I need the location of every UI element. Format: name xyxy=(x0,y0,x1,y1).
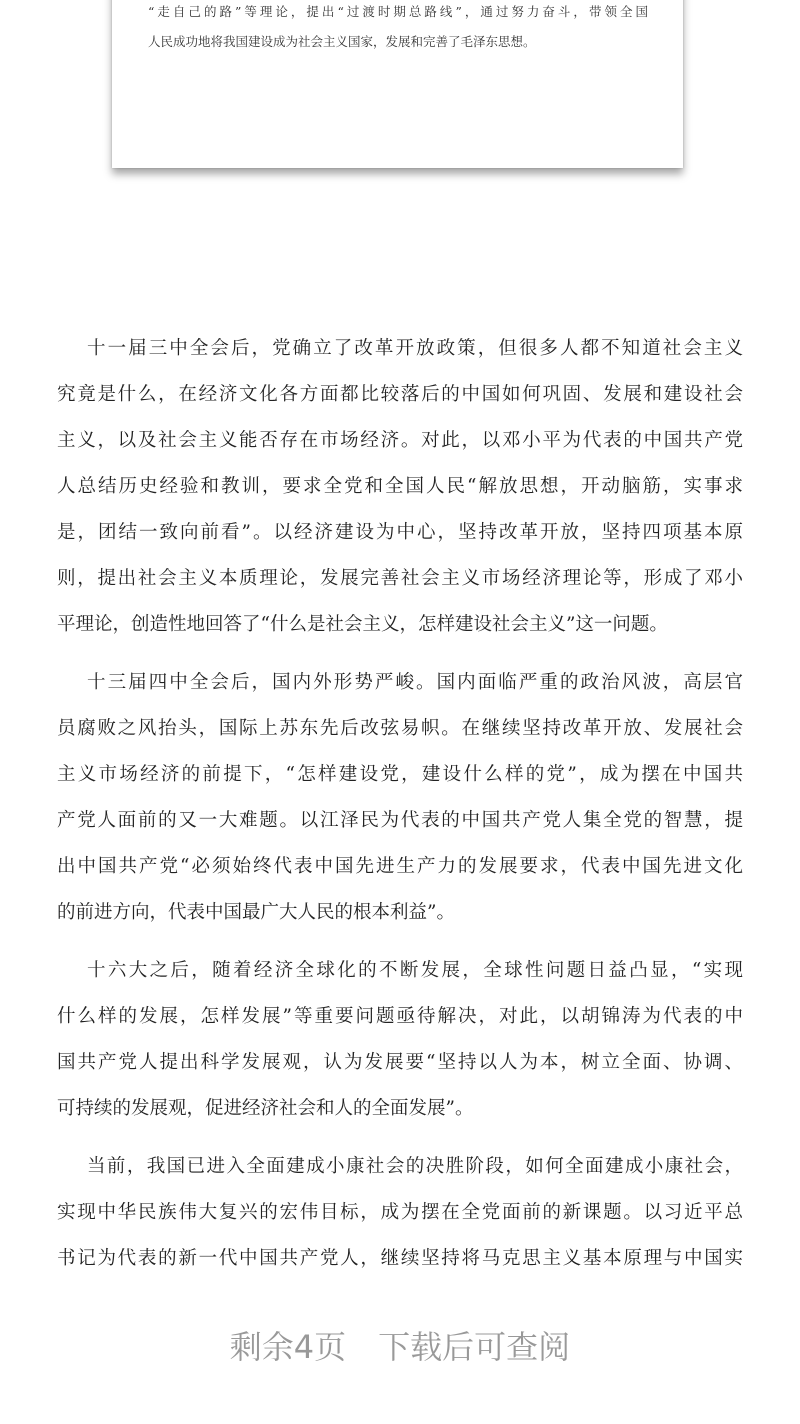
paragraph-line: 十三届四中全会后，国内外形势严峻。国内面临严重的政治风波，高层官 xyxy=(87,672,743,693)
paragraph xyxy=(57,668,743,944)
paragraph-line: 人总结历史经验和教训，要求全党和全国人民“解放思想，开动脑筋，实事求 xyxy=(57,476,743,497)
download-prompt[interactable] xyxy=(0,1322,800,1368)
paragraph-line: 主义，以及社会主义能否存在市场经济。对此，以邓小平为代表的中国共产党 xyxy=(57,430,743,451)
paragraph-line: 究竟是什么，在经济文化各方面都比较落后的中国如何巩固、发展和建设社会 xyxy=(57,384,743,405)
remaining-pages-label[interactable]: 剩余4页 xyxy=(229,1328,347,1366)
paragraph-line: 产党人面前的又一大难题。以江泽民为代表的中国共产党人集全党的智慧，提 xyxy=(57,810,743,831)
paragraph xyxy=(57,956,743,1140)
paragraph-line: 当前，我国已进入全面建成小康社会的决胜阶段，如何全面建成小康社会， xyxy=(87,1156,743,1177)
previous-page-preview-card xyxy=(112,0,683,168)
paragraph-line: 什么样的发展，怎样发展”等重要问题亟待解决，对此，以胡锦涛为代表的中 xyxy=(57,1006,743,1027)
paragraph-line: 平理论，创造性地回答了“什么是社会主义，怎样建设社会主义”这一问题。 xyxy=(57,614,668,635)
paragraph-line: 出中国共产党“必须始终代表中国先进生产力的发展要求，代表中国先进文化 xyxy=(57,856,743,877)
document-body xyxy=(57,334,743,1302)
card-text-line: “走自己的路”等理论，提出“过渡时期总路线”，通过努力奋斗，带领全国 xyxy=(148,4,648,19)
paragraph-line: 是，团结一致向前看”。以经济建设为中心，坚持改革开放，坚持四项基本原 xyxy=(57,522,743,543)
paragraph-line: 书记为代表的新一代中国共产党人，继续坚持将马克思主义基本原理与中国实 xyxy=(57,1248,743,1269)
paragraph-line: 员腐败之风抬头，国际上苏东先后改弦易帜。在继续坚持改革开放、发展社会 xyxy=(57,718,743,739)
paragraph-line: 国共产党人提出科学发展观，认为发展要“坚持以人为本，树立全面、协调、 xyxy=(57,1052,743,1073)
card-text-line: 人民成功地将我国建设成为社会主义国家，发展和完善了毛泽东思想。 xyxy=(148,34,536,49)
paragraph-line: 的前进方向，代表中国最广大人民的根本利益”。 xyxy=(57,902,455,923)
paragraph xyxy=(57,1152,743,1290)
paragraph-line: 实现中华民族伟大复兴的宏伟目标，成为摆在全党面前的新课题。以习近平总 xyxy=(57,1202,743,1223)
download-to-view-label[interactable]: 下载后可查阅 xyxy=(378,1328,571,1366)
paragraph-line: 十一届三中全会后，党确立了改革开放政策，但很多人都不知道社会主义 xyxy=(87,338,743,359)
paragraph-line: 十六大之后，随着经济全球化的不断发展，全球性问题日益凸显，“实现 xyxy=(87,960,743,981)
paragraph xyxy=(57,334,743,656)
paragraph-line: 可持续的发展观，促进经济社会和人的全面发展”。 xyxy=(57,1098,474,1119)
paragraph-line: 则，提出社会主义本质理论，发展完善社会主义市场经济理论等，形成了邓小 xyxy=(57,568,743,589)
paragraph-line: 主义市场经济的前提下，“怎样建设党，建设什么样的党”，成为摆在中国共 xyxy=(57,764,743,785)
